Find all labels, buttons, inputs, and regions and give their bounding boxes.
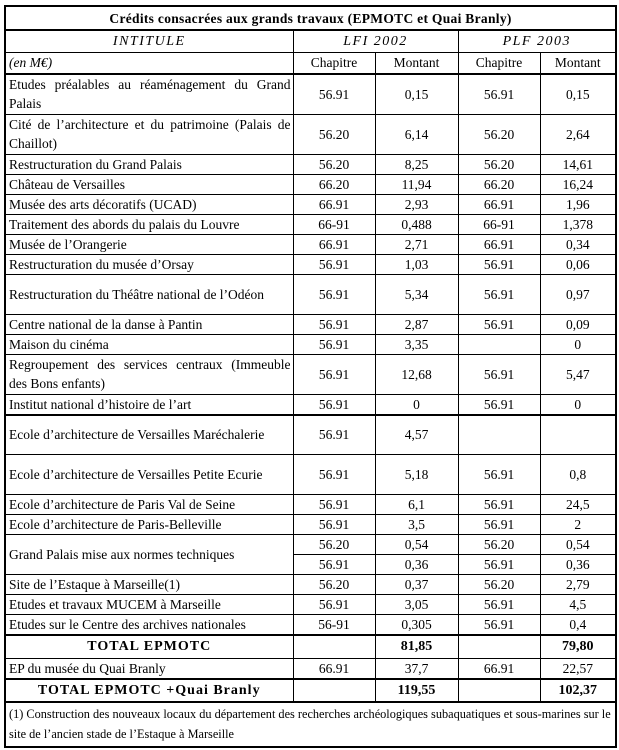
montant-cell: 0,06 bbox=[540, 254, 616, 274]
chapitre-cell: 56.20 bbox=[458, 154, 540, 174]
row-label: Restructuration du Théâtre national de l’Odéon bbox=[5, 274, 293, 314]
row-label: Ecole d’architecture de Versailles Petite Ecurie bbox=[5, 455, 293, 495]
chapitre-cell: 56.20 bbox=[293, 575, 375, 595]
montant-cell: 24,5 bbox=[540, 495, 616, 515]
chapitre-cell: 56.91 bbox=[293, 274, 375, 314]
montant-cell: 5,18 bbox=[375, 455, 458, 495]
table-row bbox=[5, 595, 616, 615]
montant-cell: 0 bbox=[540, 394, 616, 415]
chapitre-cell: 56.91 bbox=[293, 334, 375, 354]
chapitre-cell: 56.91 bbox=[293, 74, 375, 114]
chapitre-cell: 56.20 bbox=[458, 575, 540, 595]
montant-cell: 22,57 bbox=[540, 658, 616, 679]
footnote-text: (1) Construction des nouveaux locaux du département des recherches archéologiques subaquatiques et sous-marines sur le site de l’ancien stade de l’Estaque à Marseille bbox=[5, 702, 616, 747]
chapitre-cell: 56.20 bbox=[293, 114, 375, 154]
montant-cell: 2,79 bbox=[540, 575, 616, 595]
row-label: Ecole d’architecture de Paris Val de Seine bbox=[5, 495, 293, 515]
montant-cell: 0,37 bbox=[375, 575, 458, 595]
chapitre-cell: 56.91 bbox=[293, 354, 375, 394]
montant-cell: 0,97 bbox=[540, 274, 616, 314]
montant-cell: 3,5 bbox=[375, 515, 458, 535]
montant-cell: 12,68 bbox=[375, 354, 458, 394]
chapitre-cell: 66.91 bbox=[293, 194, 375, 214]
montant-cell: 0,305 bbox=[375, 615, 458, 636]
montant-cell: 8,25 bbox=[375, 154, 458, 174]
montant-cell: 14,61 bbox=[540, 154, 616, 174]
montant-cell: 0 bbox=[540, 334, 616, 354]
row-label: Centre national de la danse à Pantin bbox=[5, 314, 293, 334]
table-row bbox=[5, 394, 616, 415]
table-row bbox=[5, 214, 616, 234]
chapitre-cell: 66.20 bbox=[458, 174, 540, 194]
header-chapitre-plf: Chapitre bbox=[458, 52, 540, 74]
chapitre-cell: 56.91 bbox=[293, 555, 375, 575]
table-row bbox=[5, 535, 616, 555]
chapitre-cell: 56.20 bbox=[458, 114, 540, 154]
total-row bbox=[5, 679, 616, 702]
table-body bbox=[5, 74, 616, 702]
table-row bbox=[5, 274, 616, 314]
row-label: EP du musée du Quai Branly bbox=[5, 658, 293, 679]
montant-cell: 1,378 bbox=[540, 214, 616, 234]
chapitre-cell: 56.91 bbox=[293, 515, 375, 535]
chapitre-cell: 66.91 bbox=[293, 234, 375, 254]
chapitre-cell: 56.91 bbox=[293, 455, 375, 495]
chapitre-cell: 56.91 bbox=[293, 495, 375, 515]
row-label: Château de Versailles bbox=[5, 174, 293, 194]
row-label: Cité de l’architecture et du patrimoine (Palais de Chaillot) bbox=[5, 114, 293, 154]
chapitre-cell: 66.91 bbox=[293, 658, 375, 679]
montant-cell: 1,96 bbox=[540, 194, 616, 214]
montant-cell: 0,34 bbox=[540, 234, 616, 254]
total-row bbox=[5, 635, 616, 658]
table-row bbox=[5, 575, 616, 595]
montant-cell: 37,7 bbox=[375, 658, 458, 679]
montant-cell: 3,35 bbox=[375, 334, 458, 354]
chapitre-cell: 56.20 bbox=[293, 535, 375, 555]
title-row bbox=[5, 6, 616, 30]
row-label: Traitement des abords du palais du Louvre bbox=[5, 214, 293, 234]
montant-cell: 0,36 bbox=[375, 555, 458, 575]
page-title: Crédits consacrées aux grands travaux (EPMOTC et Quai Branly) bbox=[5, 6, 616, 30]
chapitre-cell: 56.20 bbox=[293, 154, 375, 174]
row-label: TOTAL EPMOTC +Quai Branly bbox=[5, 679, 293, 702]
row-label: Ecole d’architecture de Paris-Belleville bbox=[5, 515, 293, 535]
chapitre-cell: 66.20 bbox=[293, 174, 375, 194]
table-row bbox=[5, 154, 616, 174]
chapitre-cell: 56.91 bbox=[458, 354, 540, 394]
montant-cell: 5,47 bbox=[540, 354, 616, 394]
montant-cell bbox=[540, 415, 616, 455]
montant-cell: 6,14 bbox=[375, 114, 458, 154]
montant-cell: 0,15 bbox=[375, 74, 458, 114]
header-intitule: INTITULE bbox=[5, 30, 293, 52]
montant-cell: 6,1 bbox=[375, 495, 458, 515]
table-row bbox=[5, 495, 616, 515]
montant-cell: 0,54 bbox=[375, 535, 458, 555]
header-sub-row bbox=[5, 52, 616, 74]
chapitre-cell: 56.91 bbox=[458, 555, 540, 575]
montant-cell: 16,24 bbox=[540, 174, 616, 194]
chapitre-cell: 56.91 bbox=[458, 314, 540, 334]
table-row bbox=[5, 455, 616, 495]
chapitre-cell: 56-91 bbox=[293, 615, 375, 636]
chapitre-cell: 66-91 bbox=[293, 214, 375, 234]
chapitre-cell: 56.91 bbox=[458, 394, 540, 415]
header-plf-2003: PLF 2003 bbox=[458, 30, 616, 52]
table-row bbox=[5, 354, 616, 394]
chapitre-cell: 56.91 bbox=[458, 254, 540, 274]
montant-cell: 11,94 bbox=[375, 174, 458, 194]
montant-cell: 0,36 bbox=[540, 555, 616, 575]
row-label: Etudes préalables au réaménagement du Grand Palais bbox=[5, 74, 293, 114]
row-label: TOTAL EPMOTC bbox=[5, 635, 293, 658]
montant-cell: 2,64 bbox=[540, 114, 616, 154]
montant-cell: 0,8 bbox=[540, 455, 616, 495]
montant-cell: 2,71 bbox=[375, 234, 458, 254]
chapitre-cell: 56.20 bbox=[458, 535, 540, 555]
montant-cell: 0,15 bbox=[540, 74, 616, 114]
table-row bbox=[5, 254, 616, 274]
header-group-row bbox=[5, 30, 616, 52]
montant-cell: 0,54 bbox=[540, 535, 616, 555]
chapitre-cell: 66-91 bbox=[458, 214, 540, 234]
table-row bbox=[5, 515, 616, 535]
montant-cell: 79,80 bbox=[540, 635, 616, 658]
montant-cell: 2,93 bbox=[375, 194, 458, 214]
footnote-row bbox=[5, 702, 616, 747]
montant-cell: 2,87 bbox=[375, 314, 458, 334]
table-row bbox=[5, 174, 616, 194]
chapitre-cell: 66.91 bbox=[458, 234, 540, 254]
montant-cell: 5,34 bbox=[375, 274, 458, 314]
row-label: Etudes et travaux MUCEM à Marseille bbox=[5, 595, 293, 615]
table-row bbox=[5, 74, 616, 114]
chapitre-cell bbox=[458, 679, 540, 702]
table-row bbox=[5, 658, 616, 679]
chapitre-cell: 66.91 bbox=[458, 194, 540, 214]
chapitre-cell bbox=[458, 334, 540, 354]
montant-cell: 0,09 bbox=[540, 314, 616, 334]
montant-cell: 4,57 bbox=[375, 415, 458, 455]
montant-cell: 81,85 bbox=[375, 635, 458, 658]
chapitre-cell bbox=[293, 635, 375, 658]
chapitre-cell: 66.91 bbox=[458, 658, 540, 679]
chapitre-cell: 56.91 bbox=[458, 74, 540, 114]
montant-cell: 0,4 bbox=[540, 615, 616, 636]
header-montant-lfi: Montant bbox=[375, 52, 458, 74]
chapitre-cell bbox=[458, 415, 540, 455]
row-label: Etudes sur le Centre des archives nationales bbox=[5, 615, 293, 636]
credits-table bbox=[4, 5, 617, 748]
row-label: Musée des arts décoratifs (UCAD) bbox=[5, 194, 293, 214]
chapitre-cell: 56.91 bbox=[293, 394, 375, 415]
montant-cell: 119,55 bbox=[375, 679, 458, 702]
chapitre-cell: 56.91 bbox=[458, 495, 540, 515]
chapitre-cell: 56.91 bbox=[458, 274, 540, 314]
chapitre-cell: 56.91 bbox=[458, 455, 540, 495]
montant-cell: 2 bbox=[540, 515, 616, 535]
chapitre-cell: 56.91 bbox=[293, 415, 375, 455]
chapitre-cell: 56.91 bbox=[293, 314, 375, 334]
row-label: Restructuration du musée d’Orsay bbox=[5, 254, 293, 274]
montant-cell: 4,5 bbox=[540, 595, 616, 615]
chapitre-cell: 56.91 bbox=[458, 615, 540, 636]
header-lfi-2002: LFI 2002 bbox=[293, 30, 458, 52]
header-unit: (en M€) bbox=[5, 52, 293, 74]
table-row bbox=[5, 234, 616, 254]
row-label: Maison du cinéma bbox=[5, 334, 293, 354]
row-label: Musée de l’Orangerie bbox=[5, 234, 293, 254]
header-chapitre-lfi: Chapitre bbox=[293, 52, 375, 74]
table-row bbox=[5, 314, 616, 334]
montant-cell: 0,488 bbox=[375, 214, 458, 234]
table-row bbox=[5, 194, 616, 214]
table-row bbox=[5, 334, 616, 354]
chapitre-cell: 56.91 bbox=[458, 515, 540, 535]
montant-cell: 0 bbox=[375, 394, 458, 415]
montant-cell: 3,05 bbox=[375, 595, 458, 615]
chapitre-cell bbox=[293, 679, 375, 702]
row-label: Regroupement des services centraux (Immeuble des Bons enfants) bbox=[5, 354, 293, 394]
table-row bbox=[5, 114, 616, 154]
row-label: Restructuration du Grand Palais bbox=[5, 154, 293, 174]
row-label: Institut national d’histoire de l’art bbox=[5, 394, 293, 415]
table-row bbox=[5, 415, 616, 455]
row-label: Ecole d’architecture de Versailles Maréchalerie bbox=[5, 415, 293, 455]
row-label: Site de l’Estaque à Marseille(1) bbox=[5, 575, 293, 595]
row-label: Grand Palais mise aux normes techniques bbox=[5, 535, 293, 575]
table-row bbox=[5, 615, 616, 636]
chapitre-cell bbox=[458, 635, 540, 658]
header-montant-plf: Montant bbox=[540, 52, 616, 74]
chapitre-cell: 56.91 bbox=[458, 595, 540, 615]
chapitre-cell: 56.91 bbox=[293, 254, 375, 274]
montant-cell: 1,03 bbox=[375, 254, 458, 274]
montant-cell: 102,37 bbox=[540, 679, 616, 702]
chapitre-cell: 56.91 bbox=[293, 595, 375, 615]
